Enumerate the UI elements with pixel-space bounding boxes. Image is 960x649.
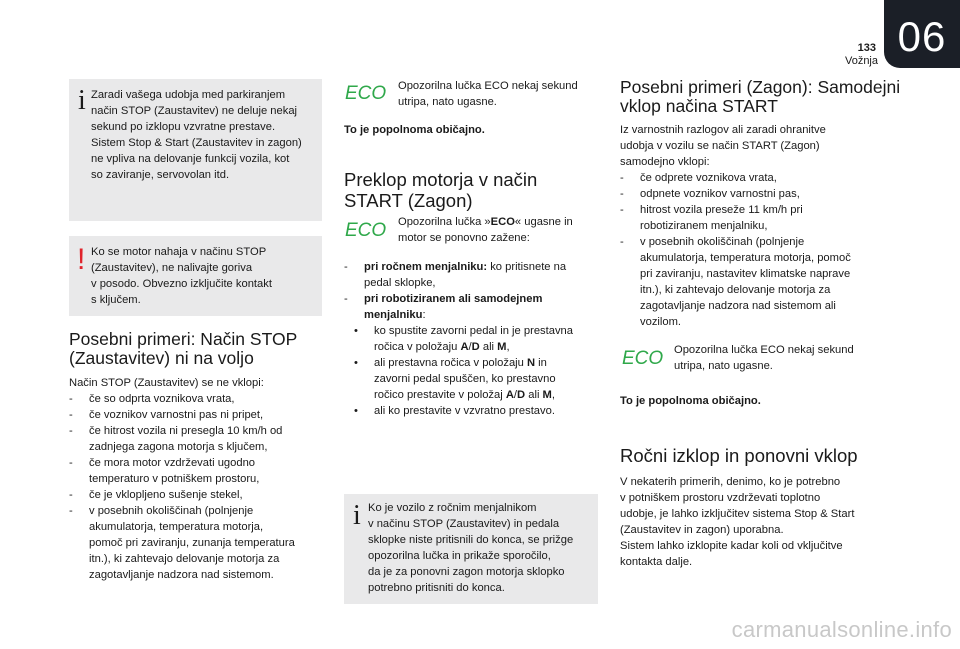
eco-indicator-icon xyxy=(344,80,388,104)
watermark: carmanualsonline.info xyxy=(731,617,952,642)
list-item: - odpnete voznikov varnostni pas, xyxy=(620,188,800,200)
svg-text:ECO: ECO xyxy=(622,348,664,369)
info-icon: i xyxy=(353,500,361,531)
warning-box-fuel: ! Ko se motor nahaja v načinu STOP (Zaustavitev), ne nalivajte goriva v posodo. Obvezno izključite kontakt s ključem. xyxy=(69,236,322,316)
start-conditions-list xyxy=(344,259,604,419)
svg-text:ECO: ECO xyxy=(345,83,387,104)
list-item: • ali prestavna ročica v položaju N in zavorni pedal spuščen, ko prestavno ročico prestavite v položaj A/D ali M, xyxy=(354,357,556,401)
list-item: - če odprete voznikova vrata, xyxy=(620,172,777,184)
list-item: - pri ročnem menjalniku: ko pritisnete na pedal sklopke, xyxy=(344,261,567,289)
chapter-number: 06 xyxy=(897,13,947,60)
list-item: - če mora motor vzdrževati ugodno temperaturo v potniškem prostoru, xyxy=(69,457,260,485)
list-item: • ko spustite zavorni pedal in je prestavna ročica v položaju A/D ali M, xyxy=(354,325,574,353)
heading-stop-unavailable: Posebni primeri: Način STOP (Zaustavitev) ni na voljo xyxy=(69,329,298,368)
info-box-parking: i Zaradi vašega udobja med parkiranjem način STOP (Zaustavitev) ne deluje nekaj sekund po izklopu vzvratne prestave. Sistem Stop & Start (Zaustavitev in zagon) ne vpliva na delovanje funkcij vozila, kot so zaviranje, servovolan itd. xyxy=(69,79,322,221)
list-item: - če je vklopljeno sušenje stekel, xyxy=(69,489,243,501)
list-item: - hitrost vozila preseže 11 km/h pri robotiziranem menjalniku, xyxy=(620,204,803,232)
eco-note-off: Opozorilna lučka »ECO« ugasne in motor se ponovno zažene: xyxy=(398,216,573,244)
list-intro: Način STOP (Zaustavitev) se ne vklopi: xyxy=(69,377,264,389)
eco-note-blink-2: Opozorilna lučka ECO nekaj sekund utripa, nato ugasne. xyxy=(674,344,854,372)
list-item: - v posebnih okoliščinah (polnjenje akumulatorja, temperatura motorja, pomoč pri zaviranju, nastavitev klimatske naprave itn.), ki zahtevajo delovanje motorja za zagotavljanje nadzora nad sistemom ali vozilom. xyxy=(620,236,851,328)
chapter-tab xyxy=(884,0,960,68)
heading-start-mode: Preklop motorja v način START (Zagon) xyxy=(344,169,538,211)
info-icon: i xyxy=(78,85,86,116)
warning-icon: ! xyxy=(77,243,86,276)
list-item: - pri robotiziranem ali samodejnem menjalniku: xyxy=(344,293,543,321)
stop-unavailable-list xyxy=(69,375,329,583)
list-item: • ali ko prestavite v vzvratno prestavo. xyxy=(354,405,555,417)
section-name: Vožnja xyxy=(844,55,878,67)
eco-indicator-icon xyxy=(344,217,388,241)
list-item: - če hitrost vozila ni presegla 10 km/h od zadnjega zagona motorja s ključem, xyxy=(69,425,283,453)
auto-start-text: Iz varnostnih razlogov ali zaradi ohranitve udobja v vozilu se način START (Zagon) samodejno vklopi: - če odprete voznikova vrata, - odpnete voznikov varnostni pas, - hitrost vozila preseže 11 km/h pri robotiziranem menjalniku, - v posebnih okoliščinah (polnjenje akumulatorja, temperatura motorja, pomoč pri zaviranju, nastavitev klimatske naprave itn.), ki zahtevajo delovanje motorja za zagotavljanje nadzora nad sistemom ali vozilom. xyxy=(620,122,885,330)
info-box-clutch: i Ko je vozilo z ročnim menjalnikom v načinu STOP (Zaustavitev) in pedala sklopke niste pritisnili do konca, se prižge opozorilna lučka in prikaže sporočilo, da je za ponovni zagon motorja sklopko potrebno pritisniti do konca. xyxy=(344,494,598,604)
heading-manual-toggle: Ročni izklop in ponovni vklop xyxy=(620,445,858,466)
normal-operation-label: To je popolnoma običajno. xyxy=(344,124,485,136)
list-item: - če so odprta voznikova vrata, xyxy=(69,393,235,405)
list-item: - če voznikov varnostni pas ni pripet, xyxy=(69,409,264,421)
svg-text:ECO: ECO xyxy=(345,220,387,241)
normal-operation-label: To je popolnoma običajno. xyxy=(620,395,761,407)
heading-auto-start: Posebni primeri (Zagon): Samodejni vklop načina START xyxy=(620,77,901,116)
page-number: 133 xyxy=(857,42,876,54)
eco-note-blink: Opozorilna lučka ECO nekaj sekund utripa, nato ugasne. xyxy=(398,80,578,108)
list-item: - v posebnih okoliščinah (polnjenje akumulatorja, temperatura motorja, pomoč pri zaviranju, zunanja temperatura itn.), ki zahtevajo delovanje motorja za zagotavljanje nadzora nad sistemom. xyxy=(69,505,295,581)
manual-toggle-text: V nekaterih primerih, denimo, ko je potrebno v potniškem prostoru vzdrževati toplotno udobje, je lahko izključitev sistema Stop & Start (Zaustavitev in zagon) uporabna. Sistem lahko izklopite kadar koli od vključitve kontakta dalje. xyxy=(620,476,855,568)
eco-indicator-icon xyxy=(621,345,665,369)
